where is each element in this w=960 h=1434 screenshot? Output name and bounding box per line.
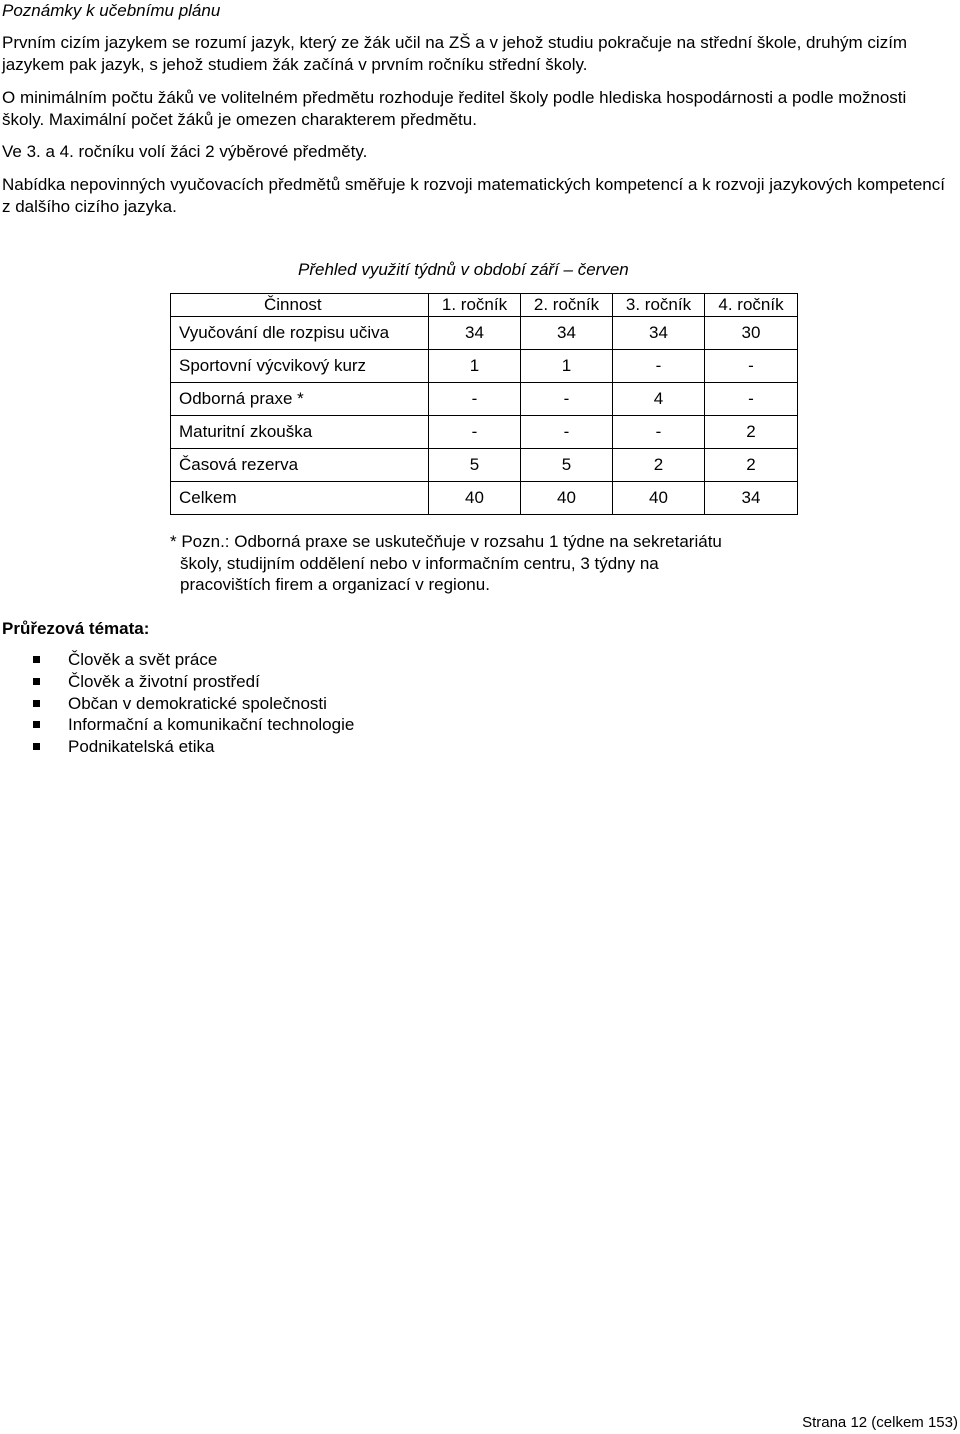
row-label: Odborná praxe * <box>171 383 429 416</box>
row-label: Vyučování dle rozpisu učiva <box>171 317 429 350</box>
square-bullet-icon <box>33 700 40 707</box>
cell-value: - <box>429 383 521 416</box>
table-row <box>171 416 798 449</box>
row-label: Celkem <box>171 482 429 515</box>
cell-value: 34 <box>613 317 705 350</box>
paragraph-elective-choice: Ve 3. a 4. ročníku volí žáci 2 výběrové předměty. <box>2 142 368 161</box>
header-year-2: 2. ročník <box>521 294 613 317</box>
square-bullet-icon <box>33 743 40 750</box>
list-item-label: Člověk a životní prostředí <box>68 671 260 691</box>
paragraph-elective-count: O minimálním počtu žáků ve volitelném předmětu rozhoduje ředitel školy podle hlediska hospodárnosti a podle možnosti školy. Maximální počet žáků je omezen charakterem předmětu. <box>2 88 907 129</box>
table-row <box>171 350 798 383</box>
cell-value: 40 <box>429 482 521 515</box>
cell-value: 2 <box>613 449 705 482</box>
list-item <box>33 714 354 736</box>
cell-value: 34 <box>429 317 521 350</box>
list-item-label: Informační a komunikační technologie <box>68 715 355 735</box>
list-item <box>33 736 354 758</box>
cell-value: 2 <box>705 449 798 482</box>
square-bullet-icon <box>33 721 40 728</box>
cross-curricular-list <box>33 649 354 758</box>
row-label: Sportovní výcvikový kurz <box>171 350 429 383</box>
cell-value: 34 <box>705 482 798 515</box>
cell-value: - <box>613 350 705 383</box>
cross-curricular-title: Průřezová témata: <box>2 619 150 638</box>
footnote-line: školy, studijním oddělení nebo v informačním centru, 3 týdny na <box>180 553 659 573</box>
square-bullet-icon <box>33 678 40 685</box>
header-year-3: 3. ročník <box>613 294 705 317</box>
cell-value: 34 <box>521 317 613 350</box>
cell-value: 4 <box>613 383 705 416</box>
cell-value: - <box>705 383 798 416</box>
cell-value: 1 <box>429 350 521 383</box>
cell-value: - <box>613 416 705 449</box>
paragraph-optional-subjects: Nabídka nepovinných vyučovacích předmětů směřuje k rozvoji matematických kompetencí a k rozvoji jazykových kompetencí z dalšího cizího jazyka. <box>2 175 945 216</box>
table-row-total <box>171 482 798 515</box>
list-item-label: Občan v demokratické společnosti <box>68 693 327 713</box>
table-footnote <box>170 531 790 596</box>
cell-value: 2 <box>705 416 798 449</box>
cell-value: 40 <box>613 482 705 515</box>
table-row <box>171 383 798 416</box>
list-item <box>33 671 354 693</box>
header-year-1: 1. ročník <box>429 294 521 317</box>
table-caption: Přehled využití týdnů v období září – červen <box>298 260 629 279</box>
square-bullet-icon <box>33 656 40 663</box>
table-row <box>171 449 798 482</box>
paragraph-foreign-languages: Prvním cizím jazykem se rozumí jazyk, který ze žák učil na ZŠ a v jehož studiu pokračuje na střední škole, druhým cizím jazykem pak jazyk, s jehož studiem žák začíná v prvním ročníku střední školy. <box>2 33 908 74</box>
cell-value: 5 <box>521 449 613 482</box>
footnote-line: pracovištích firem a organizací v regionu. <box>180 575 490 594</box>
header-year-4: 4. ročník <box>705 294 798 317</box>
cell-value: - <box>521 383 613 416</box>
list-item-label: Podnikatelská etika <box>68 737 215 757</box>
header-activity: Činnost <box>171 294 429 317</box>
list-item <box>33 649 354 671</box>
cell-value: - <box>429 416 521 449</box>
row-label: Časová rezerva <box>171 449 429 482</box>
footnote-line: * Pozn.: Odborná praxe se uskutečňuje v rozsahu 1 týdne na sekretariátu <box>170 532 722 551</box>
cell-value: 5 <box>429 449 521 482</box>
cell-value: 40 <box>521 482 613 515</box>
cell-value: - <box>705 350 798 383</box>
cell-value: 1 <box>521 350 613 383</box>
notes-heading: Poznámky k učebnímu plánu <box>2 1 221 20</box>
cell-value: 30 <box>705 317 798 350</box>
list-item-label: Člověk a svět práce <box>68 650 218 669</box>
table-header-row <box>171 294 798 317</box>
table-row <box>171 317 798 350</box>
page-number: Strana 12 (celkem 153) <box>802 1414 958 1431</box>
row-label: Maturitní zkouška <box>171 416 429 449</box>
cell-value: - <box>521 416 613 449</box>
weeks-table <box>170 293 798 515</box>
list-item <box>33 693 354 715</box>
